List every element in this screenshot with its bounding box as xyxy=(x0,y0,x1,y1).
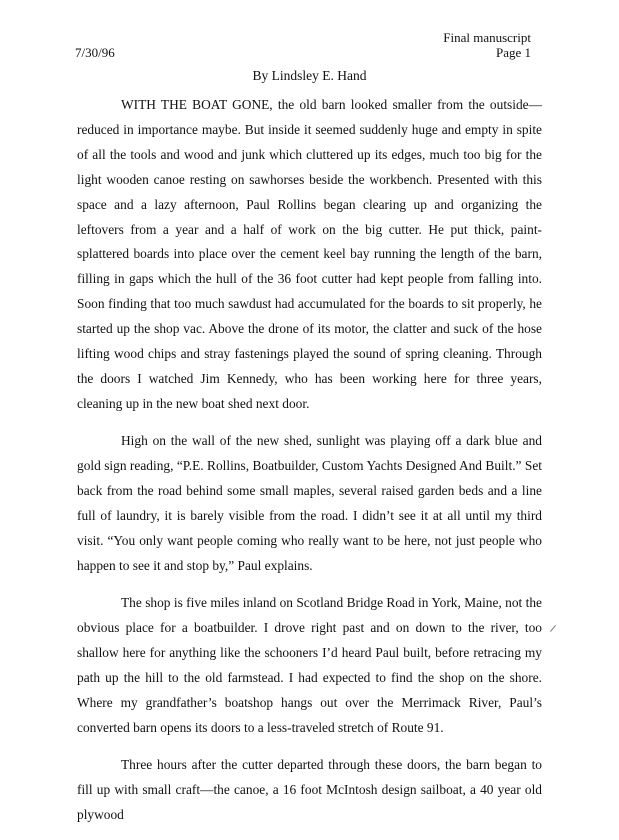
paragraph: High on the wall of the new shed, sunlight was playing off a dark blue and gold sign reading, “P.E. Rollins, Boatbuilder, Custom Yachts Designed And Built.” Set back from the road behind some small maples, several raised garden beds and a line full of laundry, it is barely visible from the road. I didn’t see it at all until my third visit. “You only want people coming who really want to be here, not just people who happen to see it and stop by,” Paul explains. xyxy=(77,433,542,573)
paragraph: The shop is five miles inland on Scotland Bridge Road in York, Maine, not the obvious place for a boatbuilder. I drove right past and on down to the river, too shallow here for anything like the schooners I’d heard Paul built, before retracing my path up the hill to the old farmstead. I had expected to find the shop on the shore. Where my grandfather’s boatshop hangs out over the Merrimack River, Paul’s converted barn opens its doors to a less-traveled stretch of Route 91. xyxy=(77,595,542,735)
stray-pen-mark xyxy=(550,625,556,632)
paragraph: WITH THE BOAT GONE, the old barn looked smaller from the outside—reduced in importance maybe. But inside it seemed suddenly huge and empty in spite of all the tools and wood and junk which cluttered up its edges, much too big for the light wooden canoe resting on sawhorses beside the workbench. Presented with this space and a lazy afternoon, Paul Rollins began clearing up and organizing the leftovers from a year and a half of work on the big cutter. He put thick, paint-splattered boards into place over the cement keel bay running the length of the barn, filling in gaps which the hull of the 36 foot cutter had kept people from falling into. Soon finding that too much sawdust had accumulated for the boards to sit properly, he started up the shop vac. Above the drone of its motor, the clatter and suck of the hose lifting wood chips and stray fastenings played the sound of spring cleaning. Through the doors I watched Jim Kennedy, who has been working here for three years, cleaning up in the new boat shed next door. xyxy=(77,97,542,411)
manuscript-label: Final manuscript xyxy=(443,30,531,45)
article-body xyxy=(77,93,542,840)
page-number: Page 1 xyxy=(495,45,531,60)
page-header xyxy=(443,30,531,60)
paragraph: Three hours after the cutter departed through these doors, the barn began to fill up with small craft—the canoe, a 16 foot McIntosh design sailboat, a 40 year old plywood xyxy=(77,757,542,822)
manuscript-date: 7/30/96 xyxy=(75,45,115,60)
byline: By Lindsley E. Hand xyxy=(252,68,367,83)
